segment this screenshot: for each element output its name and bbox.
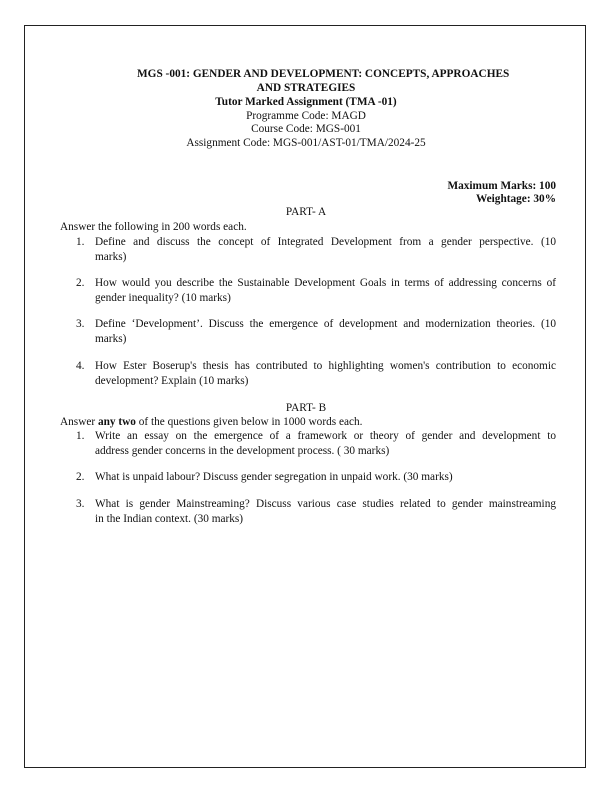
question-text-line-2: marks) xyxy=(95,333,127,345)
programme-code: Programme Code: MAGD xyxy=(246,110,366,122)
part-b-question-3 xyxy=(76,497,556,527)
question-text-line-1: Write an essay on the emergence of a framework or theory of gender and development to xyxy=(95,430,556,442)
tma-title: Tutor Marked Assignment (TMA -01) xyxy=(215,96,397,108)
course-title-line-2: AND STRATEGIES xyxy=(256,82,356,94)
assignment-code: Assignment Code: MGS-001/AST-01/TMA/2024-25 xyxy=(186,137,426,149)
question-number: 3. xyxy=(76,498,85,510)
part-a-question-1 xyxy=(76,235,556,265)
question-number: 1. xyxy=(76,430,85,442)
question-text-line-2: in the Indian context. (30 marks) xyxy=(95,513,244,525)
part-b-question-2 xyxy=(76,470,556,485)
question-number: 2. xyxy=(76,471,85,483)
part-a-question-2 xyxy=(76,276,556,306)
question-number: 2. xyxy=(76,277,85,289)
maximum-marks: Maximum Marks: 100 xyxy=(447,180,556,192)
part-a-question-3 xyxy=(76,317,556,347)
question-text-line-2: address gender concerns in the development process. ( 30 marks) xyxy=(95,445,390,457)
weightage: Weightage: 30% xyxy=(475,193,556,205)
part-a-heading: PART- A xyxy=(285,206,327,218)
question-text-line-1: What is gender Mainstreaming? Discuss various case studies related to gender mainstreaming xyxy=(95,498,556,510)
part-b-heading: PART- B xyxy=(285,402,327,414)
question-number: 1. xyxy=(76,236,85,248)
instruction-prefix: Answer xyxy=(60,416,98,428)
question-text-line-1: How Ester Boserup's thesis has contributed to highlighting women's contribution to economic xyxy=(95,360,556,372)
part-b-instruction xyxy=(60,416,362,428)
question-number: 3. xyxy=(76,318,85,330)
part-a-instruction: Answer the following in 200 words each. xyxy=(60,221,247,233)
question-text-line-2: marks) xyxy=(95,251,127,263)
part-b-question-1 xyxy=(76,429,556,459)
question-number: 4. xyxy=(76,360,85,372)
course-code: Course Code: MGS-001 xyxy=(251,123,361,135)
part-a-question-4 xyxy=(76,359,556,389)
instruction-suffix: of the questions given below in 1000 words each. xyxy=(135,416,363,428)
question-text-line-1: What is unpaid labour? Discuss gender segregation in unpaid work. (30 marks) xyxy=(95,471,453,483)
course-title-line-1: MGS -001: GENDER AND DEVELOPMENT: CONCEPTS, APPROACHES xyxy=(137,68,510,80)
question-text-line-1: Define and discuss the concept of Integrated Development from a gender perspective. (10 xyxy=(95,236,556,248)
question-text-line-2: gender inequality? (10 marks) xyxy=(95,292,231,304)
instruction-emphasis: any two xyxy=(97,416,136,428)
question-text-line-2: development? Explain (10 marks) xyxy=(95,375,249,387)
question-text-line-1: Define ‘Development’. Discuss the emergence of development and modernization theories. (10 xyxy=(95,318,556,330)
question-text-line-1: How would you describe the Sustainable Development Goals in terms of addressing concerns of xyxy=(95,277,556,289)
